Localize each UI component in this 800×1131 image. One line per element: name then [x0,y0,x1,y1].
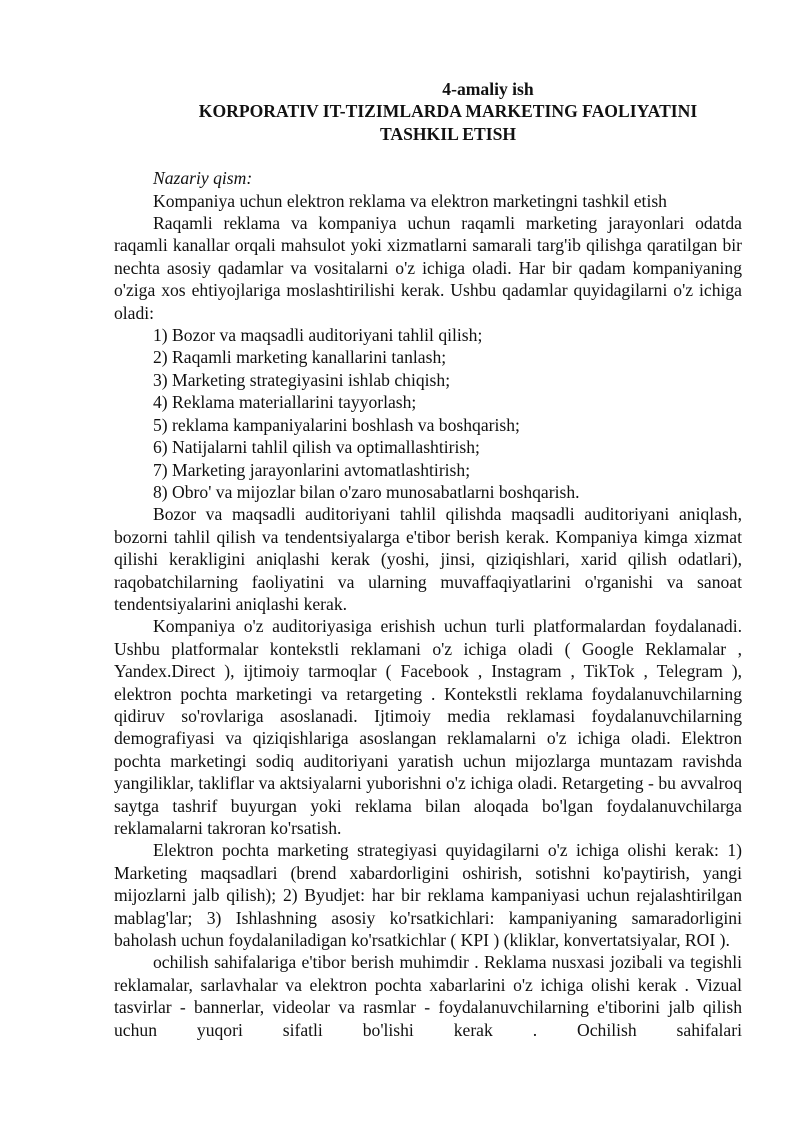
paragraph-platforms: Kompaniya o'z auditoriyasiga erishish uchun turli platformalardan foydalanadi. Ushbu platformalar kontekstli reklamani o'z ichiga oladi ( Google Reklamalar , Yandex.Direct ), ijtimoiy tarmoqlar ( Facebook , Instagram , TikTok , Telegram ), elektron pochta marketingi va retargeting . Kontekstli reklama foydalanuvchilarning qidiruv so'rovlariga asoslanadi. Ijtimoiy media reklamasi foydalanuvchilarning demografiyasi va qiziqishlariga asoslangan reklamalarni o'z ichiga oladi. Elektron pochta marketingi sodiq auditoriyani yaratish uchun mijozlarga muntazam ravishda yangiliklar, takliflar va aktsiyalarni yuborishni o'z ichiga oladi. Retargeting - bu avvalroq saytga tashrif buyurgan yoki reklama bilan aloqada bo'lgan foydalanuvchilarga reklamalarni takroran ko'rsatish. [114,616,742,838]
intro-paragraph: Raqamli reklama va kompaniya uchun raqamli marketing jarayonlari odatda raqamli kanallar orqali mahsulot yoki xizmatlarni samarali targ'ib qilishga qaratilgan bir nechta asosiy qadamlar va vositalarni o'z ichiga oladi. Har bir qadam kompaniyaning o'ziga xos ehtiyojlariga moslashtirilishi kerak. Ushbu qadamlar quyidagilarni o'z ichiga oladi: [114,213,742,323]
list-item: 5) reklama kampaniyalarini boshlash va boshqarish; [153,414,520,435]
paragraph-landing-pages: ochilish sahifalariga e'tibor berish muhimdir . Reklama nusxasi jozibali va tegishli reklamalar, sarlavhalar va elektron pochta xabarlarini o'z ichiga olishi kerak . Vizual tasvirlar - bannerlar, videolar va rasmlar - foydalanuvchilarning e'tiborini jalb qilish uchun yuqori sifatli bo'lishi kerak . Ochilish sahifalari [114,952,742,1040]
paragraph-email-strategy: Elektron pochta marketing strategiyasi quyidagilarni o'z ichiga olishi kerak: 1) Marketing maqsadlari (brend xabardorligini oshirish, sotishni ko'paytirish, yangi mijozlarni jalb qilish); 2) Byudjet: har bir reklama kampaniyasi uchun rejalashtirilgan mablag'lar; 3) Ishlashning asosiy ko'rsatkichlari: kampaniyaning samaradorligini baholash uchun foydalaniladigan ko'rsatkichlar ( KPI ) (kliklar, konvertatsiyalar, ROI ). [114,840,742,951]
list-item: 1) Bozor va maqsadli auditoriyani tahlil qilish; [153,325,483,346]
section-subtitle: Kompaniya uchun elektron reklama va elektron marketingni tashkil etish [153,190,667,211]
page-title-line-2: TASHKIL ETISH [379,123,517,144]
list-item: 6) Natijalarni tahlil qilish va optimallashtirish; [153,437,480,458]
section-label-text: Nazariy qism: [153,168,253,189]
paragraph-market-analysis: Bozor va maqsadli auditoriyani tahlil qilishda maqsadli auditoriyani aniqlash, bozorni tahlil qilish va tendentsiyalarga e'tibor berish kerak. Kompaniya kimga xizmat qilishi kerakligini aniqlashi kerak (yoshi, jinsi, qiziqishlari, xarid qilish odatlari), raqobatchilarning faoliyatini va ularning muvaffaqiyatlarini o'rganishi va sanoat tendentsiyalarini aniqlashi kerak. [114,504,742,614]
list-item: 2) Raqamli marketing kanallarini tanlash; [153,347,447,368]
list-item: 7) Marketing jarayonlarini avtomatlashtirish; [153,459,471,480]
spacer [114,145,742,167]
section-label [114,167,742,189]
list-item: 4) Reklama materiallarini tayyorlash; [153,392,417,413]
work-number: 4-amaliy ish [442,79,534,99]
steps-list [114,324,742,503]
page-title-line-1: KORPORATIV IT-TIZIMLARDA MARKETING FAOLIYATINI [198,101,698,122]
heading-block [114,78,742,145]
list-item: 8) Obro' va mijozlar bilan o'zaro munosabatlarni boshqarish. [153,481,580,502]
list-item: 3) Marketing strategiyasini ishlab chiqish; [153,369,451,390]
